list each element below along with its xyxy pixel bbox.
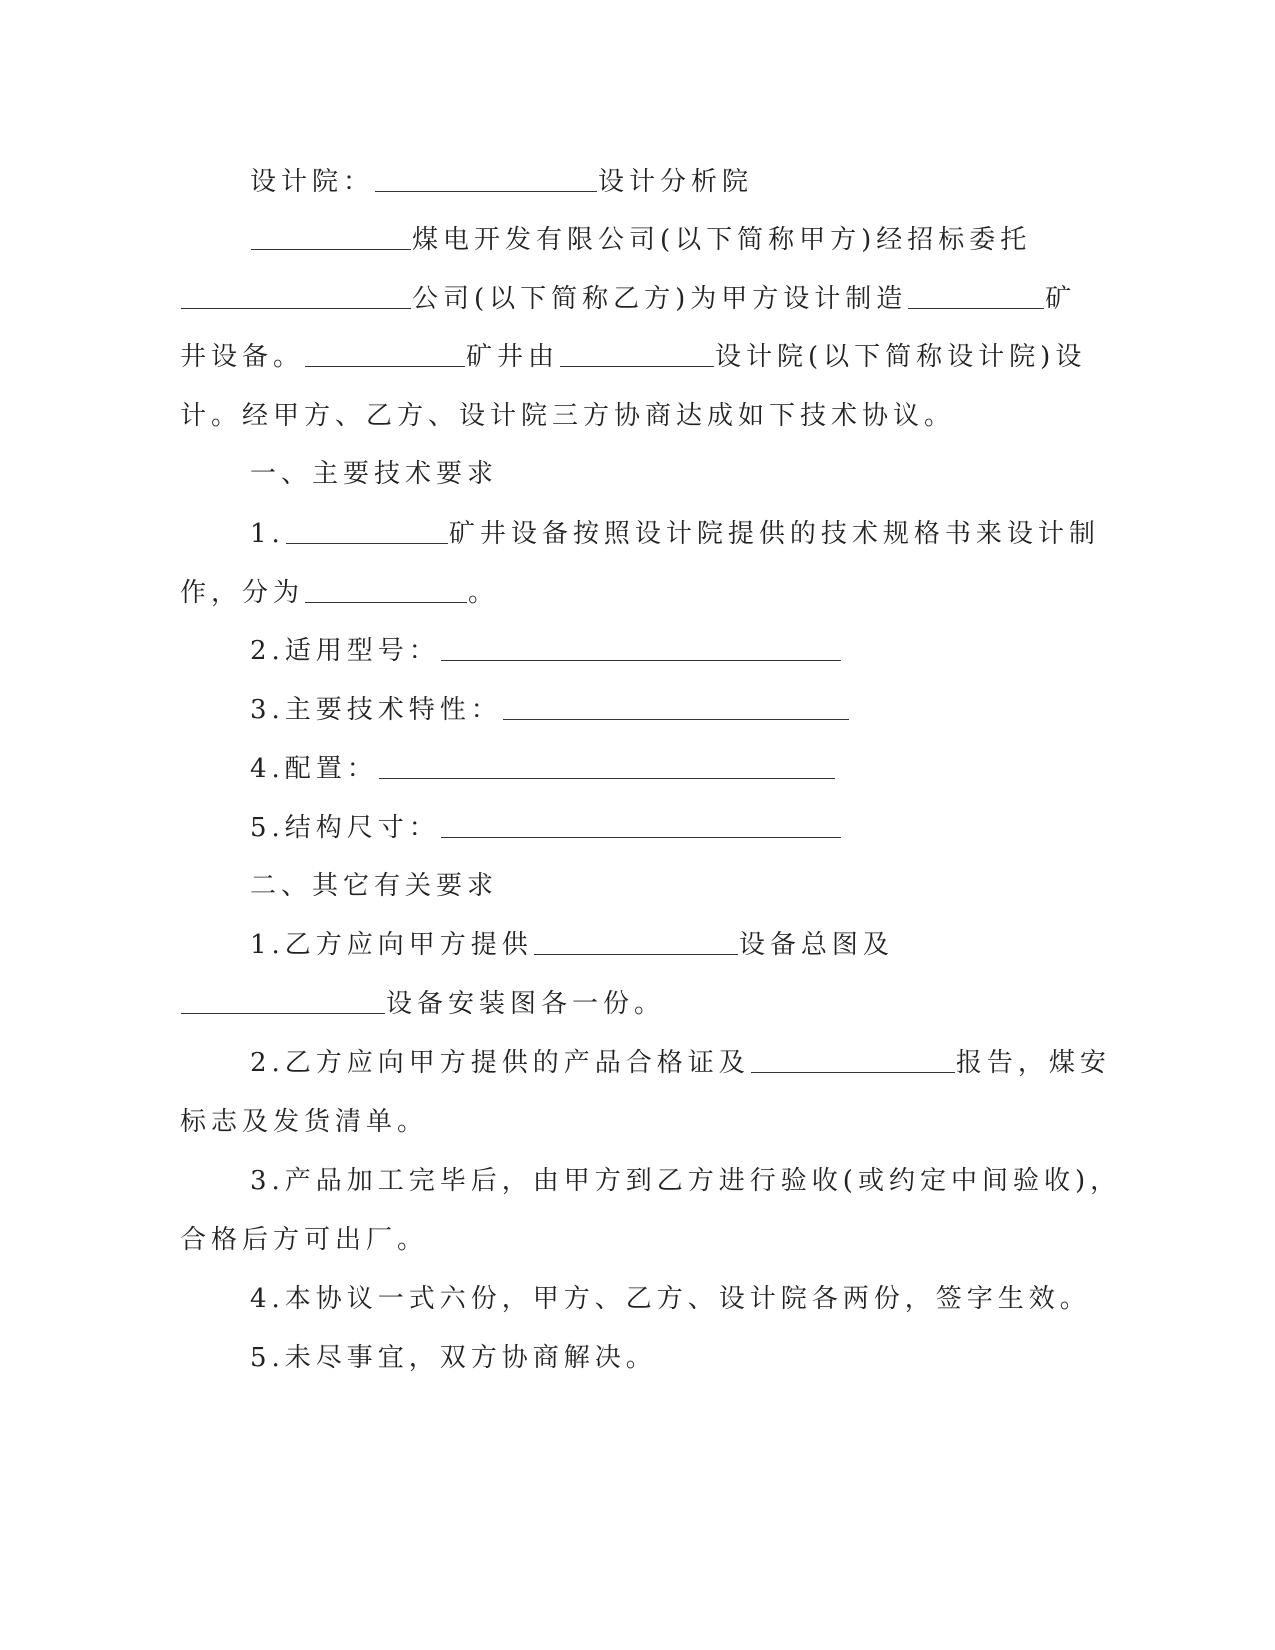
requirement-5-line: 5.结构尺寸： — [250, 810, 842, 846]
other-1-line-2: 设备安装图各一份。 — [180, 986, 665, 1022]
fill-blank[interactable] — [503, 693, 849, 720]
fill-blank[interactable] — [251, 223, 411, 250]
fill-blank[interactable] — [375, 165, 597, 192]
other-4-line: 4.本协议一式六份，甲方、乙方、设计院各两份，签字生效。 — [250, 1284, 1091, 1314]
requirement-2-line: 2.适用型号： — [250, 633, 842, 669]
fill-blank[interactable] — [534, 928, 738, 955]
intro-line-2: 公司(以下简称乙方)为甲方设计制造 矿 — [180, 281, 1076, 317]
requirement-3-line: 3.主要技术特性： — [250, 692, 850, 728]
other-2-line-1: 2.乙方应向甲方提供的产品合格证及 报告，煤安 — [250, 1048, 1111, 1078]
fill-blank[interactable] — [441, 811, 841, 838]
intro-line-1: 煤电开发有限公司(以下简称甲方)经招标委托 — [250, 222, 1031, 258]
section-heading-1: 一、主要技术要求 — [250, 459, 499, 489]
fill-blank[interactable] — [751, 1046, 955, 1073]
requirement-1-line-2: 作，分为 。 — [180, 578, 500, 608]
requirement-1-line-1: 1. 矿井设备按照设计院提供的技术规格书来设计制 — [250, 519, 1100, 549]
intro-line-4: 计。经甲方、乙方、设计院三方协商达成如下技术协议。 — [180, 401, 956, 431]
other-3-line-1: 3.产品加工完毕后，由甲方到乙方进行验收(或约定中间验收)， — [250, 1166, 1122, 1196]
intro-line-3: 井设备。 矿井由 设计院(以下简称设计院)设 — [180, 342, 1087, 372]
other-5-line: 5.未尽事宜，双方协商解决。 — [250, 1343, 657, 1373]
fill-blank[interactable] — [560, 340, 714, 367]
section-heading-2: 二、其它有关要求 — [250, 871, 499, 901]
other-2-line-2: 标志及发货清单。 — [180, 1107, 429, 1137]
fill-blank[interactable] — [286, 517, 448, 544]
party-design-institute-line: 设计院： 设计分析院 — [250, 167, 754, 197]
fill-blank[interactable] — [379, 752, 835, 779]
fill-blank[interactable] — [181, 282, 411, 309]
requirement-4-line: 4.配置： — [250, 751, 836, 787]
fill-blank[interactable] — [908, 282, 1044, 309]
fill-blank[interactable] — [441, 634, 841, 661]
fill-blank[interactable] — [305, 340, 465, 367]
fill-blank[interactable] — [305, 576, 467, 603]
other-3-line-2: 合格后方可出厂。 — [180, 1225, 429, 1255]
fill-blank[interactable] — [181, 987, 385, 1014]
other-1-line-1: 1.乙方应向甲方提供 设备总图及 — [250, 930, 894, 960]
